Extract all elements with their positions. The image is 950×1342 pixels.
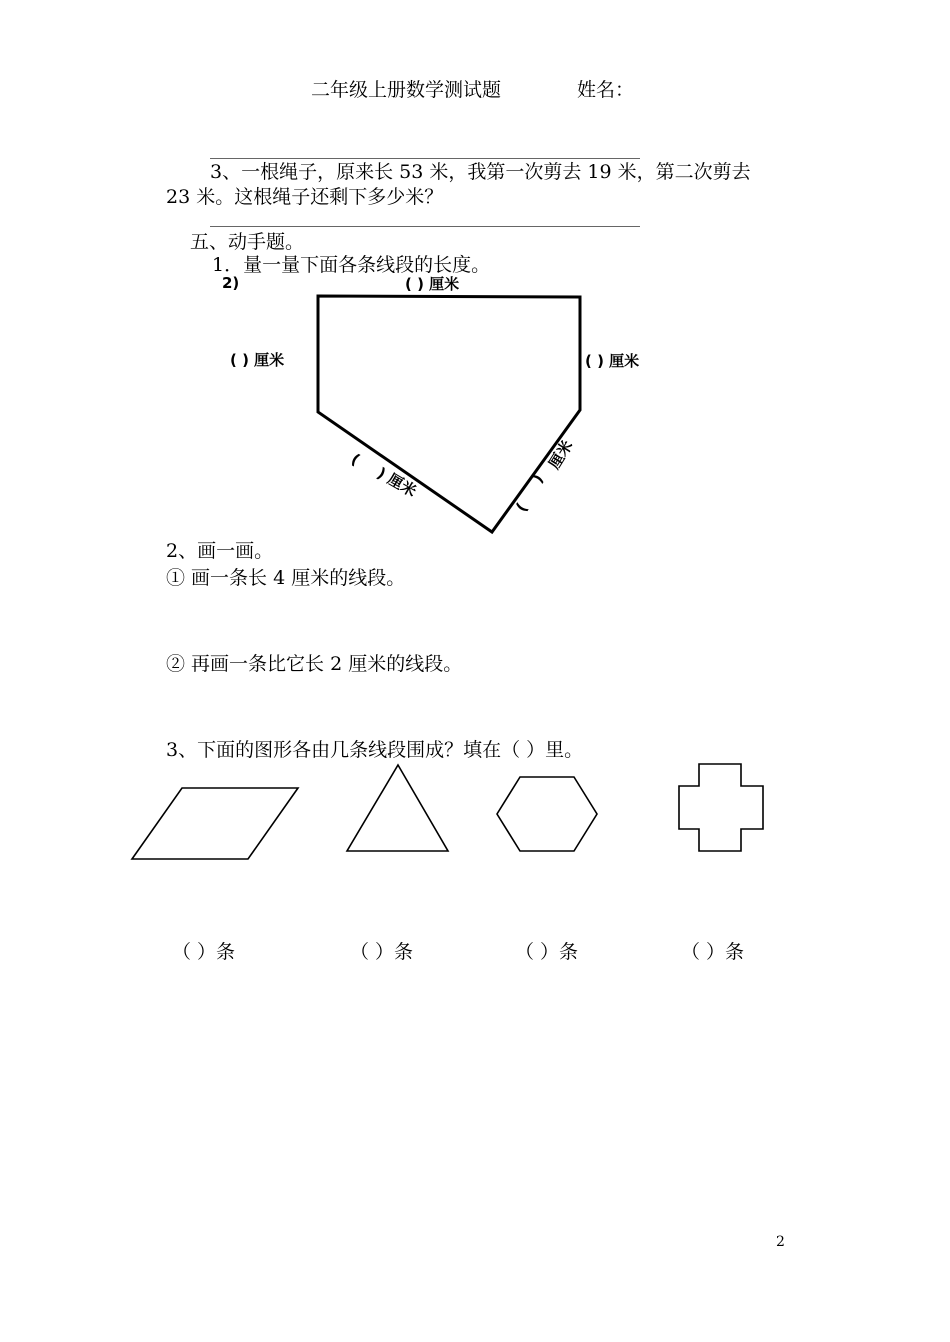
bottom-right-label-open: ( — [512, 499, 532, 516]
answer-blank-4[interactable]: （ ）条 — [681, 941, 745, 963]
left-side-label: ( ) 厘米 — [230, 351, 285, 369]
top-side-label: ( ) 厘米 — [405, 275, 460, 293]
task-3-title: 3、下面的图形各由几条线段围成？填在（ ）里。 — [166, 739, 584, 761]
section-5-title: 五、动手题。 — [190, 231, 305, 253]
page-number: 2 — [776, 1234, 785, 1250]
bottom-right-label-unit: 厘米 — [545, 437, 577, 473]
question-3-line-1: 3、一根绳子，原来长 53 米，我第一次剪去 19 米，第二次剪去 — [210, 161, 751, 183]
name-label: 姓名： — [577, 79, 635, 101]
page-title: 二年级上册数学测试题 — [311, 79, 502, 101]
task-1-title: 1．量一量下面各条线段的长度。 — [212, 254, 491, 276]
hexagon-shape — [497, 777, 597, 851]
cross-shape — [679, 764, 763, 851]
bottom-left-label-open: ( — [348, 449, 363, 469]
task-2-item-1: ① 画一条长 4 厘米的线段。 — [166, 567, 406, 589]
right-side-label: ( ) 厘米 — [585, 352, 640, 370]
bottom-left-label: ) 厘米 — [374, 463, 420, 501]
task-2-item-2: ② 再画一条比它长 2 厘米的线段。 — [166, 653, 463, 675]
bottom-right-label-close: ) — [528, 470, 548, 487]
question-3-line-2: 23 米。这根绳子还剩下多少米？ — [166, 186, 444, 208]
parallelogram-shape — [132, 788, 298, 859]
task-2-title: 2、画一画。 — [166, 540, 274, 562]
answer-blank-1[interactable]: （ ）条 — [172, 941, 236, 963]
triangle-shape — [347, 765, 448, 851]
answer-blank-3[interactable]: （ ）条 — [515, 941, 579, 963]
answer-blank-2[interactable]: （ ）条 — [350, 941, 414, 963]
figure-tag: 2) — [222, 274, 240, 292]
